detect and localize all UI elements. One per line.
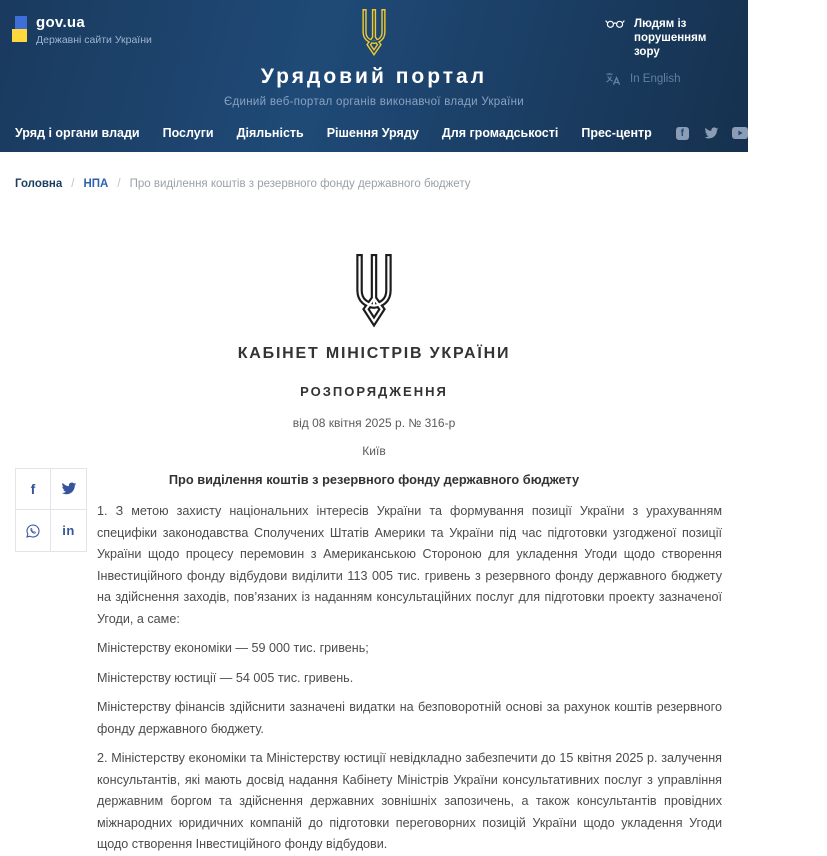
glasses-icon (605, 17, 625, 30)
document-page (0, 200, 748, 856)
breadcrumb-section-npa[interactable]: НПА (83, 178, 109, 190)
main-nav (0, 114, 827, 152)
nav-item-public[interactable]: Для громадськості (441, 126, 559, 140)
share-linkedin-button[interactable] (51, 510, 86, 551)
document-organization: КАБІНЕТ МІНІСТРІВ УКРАЇНИ (237, 345, 511, 362)
document-paragraph: 2. Міністерству економіки та Міністерству юстиції невідкладно забезпечити до 15 квітня 2025 р. залучення консультантів, які мають досвід надання Кабінету Міністрів України консультативних послуг з управління державним боргом та здійснення державних зовнішніх запозичень, а також консультантів провідних міжнародних юридичних компаній до підготовки переговорних позицій України щодо укладення Угоди щодо створення Інвестиційного фонду відбудови. (97, 751, 722, 851)
nav-social-links (675, 126, 748, 141)
share-facebook-button[interactable] (16, 469, 51, 510)
nav-item-activity[interactable]: Діяльність (236, 126, 304, 140)
ukraine-flag-icon (15, 16, 27, 46)
nav-item-government[interactable]: Уряд і органи влади (15, 126, 140, 140)
govua-tagline: Державні сайти України (36, 34, 152, 46)
nav-item-decisions[interactable]: Рішення Уряду (326, 126, 419, 140)
document-paragraph: Міністерству фінансів здійснити зазначені видатки на безповоротній основі за рахунок коштів резервного фонду державного бюджету. (97, 700, 722, 736)
linkedin-icon: in (62, 523, 75, 538)
document-paragraph: 1. З метою захисту національних інтересів України та формування позиції України з урахуванням специфіки законодавства Сполучених Штатів Америки та України під час підготовки узгодженої позиції України щодо процесу перемовин з Американською Стороною для укладення Угоди щодо створення Інвестиційного фонду відбудови виділити 113 005 тис. гривень з резервного фонду державного бюджету на здійснення заходів, пов’язаних із наданням консультаційних послуг для підготовки проекту зазначеної Угоди, а саме: (97, 504, 722, 626)
nav-item-press[interactable]: Прес-центр (581, 126, 652, 140)
breadcrumb-current: Про виділення коштів з резервного фонду державного бюджету (129, 178, 471, 190)
search-icon (764, 125, 780, 141)
share-twitter-button[interactable] (51, 469, 86, 510)
document-header (0, 200, 748, 487)
twitter-icon[interactable] (704, 126, 719, 141)
youtube-icon[interactable] (733, 126, 748, 141)
govua-site-name: gov.ua (36, 14, 86, 31)
document-date-number: від 08 квітня 2025 р. № 316-р (292, 416, 456, 430)
document-body (0, 487, 748, 856)
cabinet-trident-emblem-icon (348, 252, 400, 326)
accessibility-link[interactable] (605, 17, 733, 59)
search-button[interactable] (764, 125, 827, 141)
breadcrumb-separator: / (71, 178, 75, 190)
breadcrumb-home[interactable]: Головна (15, 178, 63, 190)
facebook-icon: f (30, 481, 36, 497)
portal-title[interactable]: Урядовий портал (260, 65, 488, 88)
share-box (15, 468, 87, 552)
search-label: Пошук (786, 126, 827, 140)
document-paragraph: Міністерству юстиції — 54 005 тис. гривень. (97, 670, 354, 685)
header-utility-links (605, 17, 733, 86)
breadcrumb-separator: / (117, 178, 121, 190)
accessibility-label: Людям із порушенням зору (634, 18, 707, 58)
site-header (0, 0, 827, 152)
portal-subtitle: Єдиний веб-портал органів виконавчої влади України (223, 96, 525, 108)
share-whatsapp-button[interactable] (16, 510, 51, 551)
language-switch[interactable] (605, 72, 733, 86)
document-place: Київ (362, 444, 386, 458)
language-label: In English (630, 73, 681, 85)
document-type: РОЗПОРЯДЖЕННЯ (300, 384, 448, 399)
facebook-icon[interactable]: f (675, 126, 690, 141)
document-title: Про виділення коштів з резервного фонду державного бюджету (168, 472, 580, 487)
document-paragraph: Міністерству економіки — 59 000 тис. гривень; (97, 641, 369, 655)
trident-emblem-icon (357, 7, 391, 55)
whatsapp-icon (25, 523, 41, 539)
nav-item-services[interactable]: Послуги (162, 126, 214, 140)
breadcrumb (0, 152, 748, 200)
govua-logo[interactable] (15, 14, 152, 46)
twitter-icon (61, 482, 77, 496)
translate-icon (605, 72, 621, 86)
